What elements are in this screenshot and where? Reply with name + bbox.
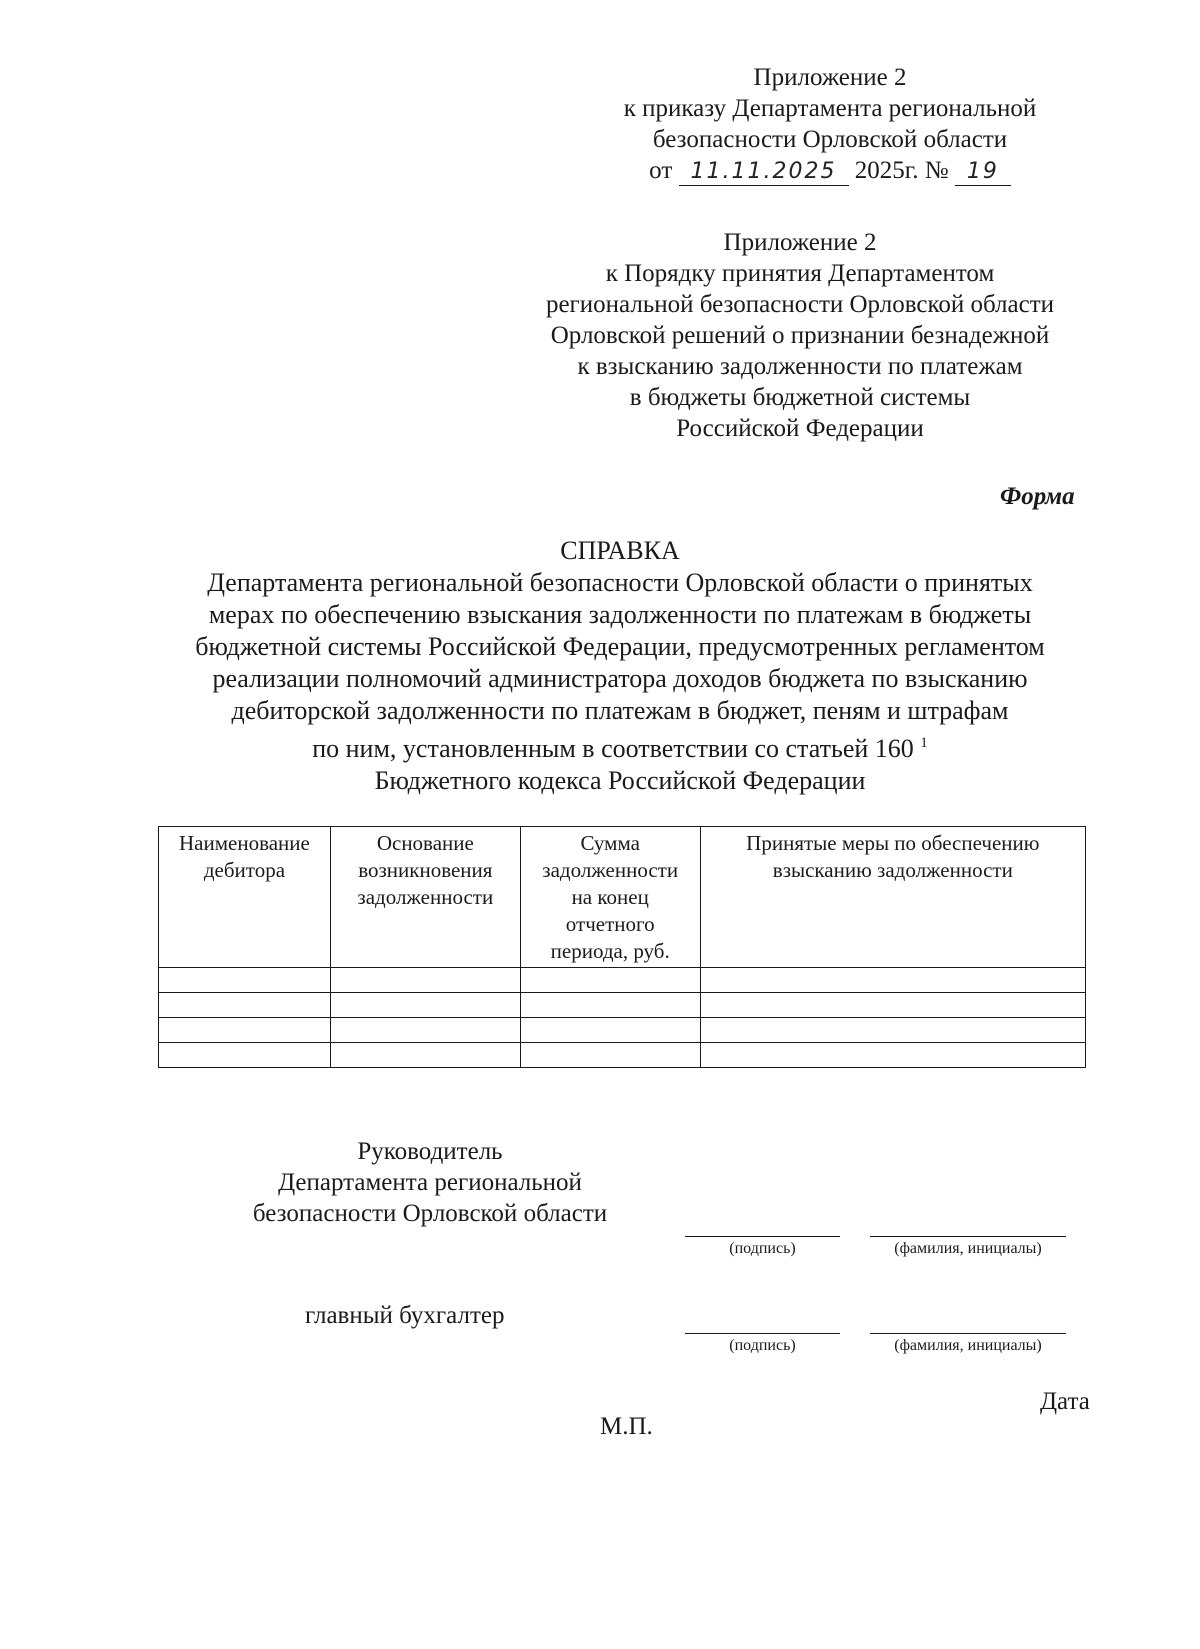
accountant-name-caption: (фамилия, инициалы) [894, 1337, 1042, 1354]
article-superscript: 1 [920, 735, 928, 751]
head-signature-caption: (подпись) [729, 1240, 796, 1257]
appendix-order-line: безопасности Орловской области [652, 126, 1008, 153]
header-text-line: задолженности [357, 885, 494, 909]
certificate-heading [140, 535, 1100, 797]
subtitle-text: бюджетной системы Российской Федерации, предусмотренных регламентом [195, 632, 1045, 661]
table-cell [700, 1018, 1085, 1043]
head-name-caption: (фамилия, инициалы) [894, 1240, 1042, 1257]
handwritten-date: 11.11.2025 [679, 159, 849, 186]
certificate-subtitle [140, 567, 1100, 797]
table-cell [159, 968, 331, 993]
table-cell [330, 993, 520, 1018]
subtitle-line [140, 631, 1100, 663]
appendix-order-header [560, 62, 1100, 186]
table-cell [159, 1043, 331, 1068]
subtitle-line [140, 599, 1100, 631]
accountant-name-line [870, 1333, 1066, 1334]
header-debtor-name [159, 827, 331, 968]
header-text-line: возникновения [358, 858, 493, 882]
signatory-title-line: безопасности Орловской области [252, 1200, 608, 1227]
appendix-order-date-line [560, 155, 1100, 186]
appendix-procedure-line: к взысканию задолженности по платежам [577, 353, 1023, 380]
table-row [159, 1018, 1086, 1043]
appendix-procedure-line: региональной безопасности Орловской области [545, 291, 1055, 318]
table-cell [520, 1018, 700, 1043]
table-cell [700, 1043, 1085, 1068]
table-row [159, 968, 1086, 993]
header-debt-basis [330, 827, 520, 968]
appendix-procedure-line: Российской Федерации [676, 415, 924, 442]
header-measures-taken [700, 827, 1085, 968]
header-text-line: периода, руб. [550, 939, 670, 963]
subtitle-line [140, 727, 1100, 765]
subtitle-text: Департамента региональной безопасности Орловской области о принятых [207, 568, 1033, 597]
table-cell [159, 1018, 331, 1043]
appendix-order-title: Приложение 2 [753, 64, 907, 91]
subtitle-line [140, 663, 1100, 695]
table-cell [520, 1043, 700, 1068]
subtitle-text: мерах по обеспечению взыскания задолженности по платежам в бюджеты [208, 600, 1032, 629]
header-text-line: Наименование [179, 831, 310, 855]
signatory-title-line: Руководитель [357, 1138, 503, 1165]
header-debt-amount [520, 827, 700, 968]
header-text-line: взысканию задолженности [772, 858, 1013, 882]
appendix-procedure-title: Приложение 2 [723, 229, 877, 256]
subtitle-line [140, 695, 1100, 727]
stamp-label: М.П. [600, 1413, 653, 1440]
table-cell [700, 993, 1085, 1018]
table-cell [159, 993, 331, 1018]
subtitle-text: Бюджетного кодекса Российской Федерации [374, 766, 866, 795]
table-header-row [159, 827, 1086, 968]
signatory-title-line: Департамента региональной [278, 1169, 582, 1196]
header-text-line: задолженности [542, 858, 679, 882]
subtitle-line [140, 765, 1100, 797]
form-label: Форма [1000, 483, 1075, 510]
table-cell [700, 968, 1085, 993]
header-text-line: на конец [571, 885, 649, 909]
header-text-line: Основание [376, 831, 474, 855]
head-name-line [870, 1236, 1066, 1237]
head-signature-line [685, 1236, 840, 1237]
year-number-label: 2025г. № [854, 157, 949, 184]
accountant-signature-caption: (подпись) [729, 1337, 796, 1354]
appendix-procedure-line: к Порядку принятия Департаментом [605, 260, 995, 287]
table-row [159, 1043, 1086, 1068]
table-cell [330, 1018, 520, 1043]
header-text-line: Сумма [580, 831, 640, 855]
appendix-procedure-line: в бюджеты бюджетной системы [629, 384, 971, 411]
table-cell [330, 968, 520, 993]
header-text-line: Принятые меры по обеспечению [746, 831, 1040, 855]
subtitle-text: по ним, установленным в соответствии со статьей 160 [312, 734, 914, 763]
table-cell [330, 1043, 520, 1068]
head-signature-label [220, 1136, 640, 1229]
appendix-procedure-line: Орловской решений о признании безнадежной [550, 322, 1050, 349]
certificate-title: СПРАВКА [560, 536, 680, 565]
appendix-procedure-header [480, 227, 1120, 444]
accountant-signature-line [685, 1333, 840, 1334]
chief-accountant-label: главный бухгалтер [305, 1302, 505, 1329]
date-label: Дата [1040, 1388, 1090, 1415]
appendix-order-line: к приказу Департамента региональной [623, 95, 1037, 122]
subtitle-text: реализации полномочий администратора доходов бюджета по взысканию [212, 664, 1028, 693]
handwritten-number: 19 [955, 159, 1011, 186]
header-text-line: отчетного [565, 912, 655, 936]
subtitle-text: дебиторской задолженности по платежам в бюджет, пеням и штрафам [231, 696, 1009, 725]
debt-measures-table [158, 826, 1086, 1068]
table-row [159, 993, 1086, 1018]
subtitle-line [140, 567, 1100, 599]
header-text-line: дебитора [203, 858, 286, 882]
table-cell [520, 968, 700, 993]
table-cell [520, 993, 700, 1018]
date-prefix: от [649, 157, 673, 184]
